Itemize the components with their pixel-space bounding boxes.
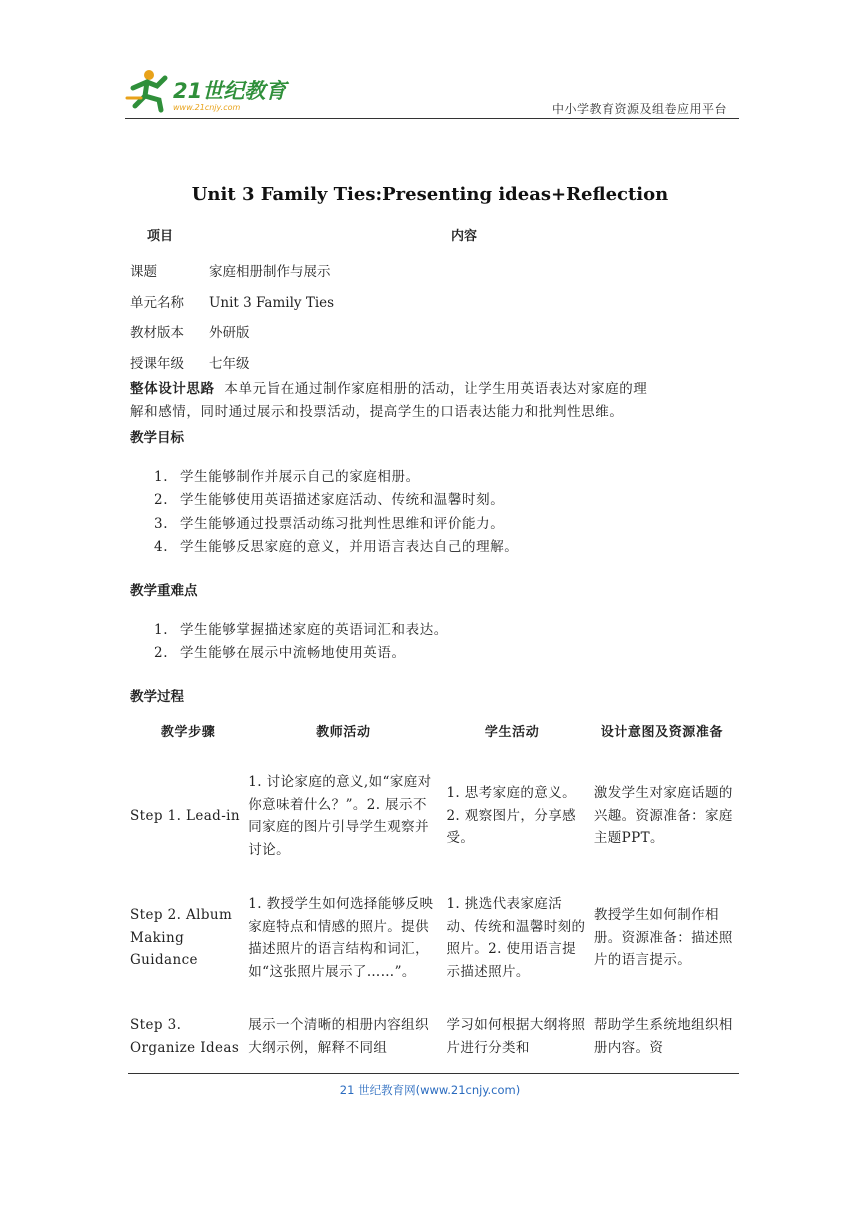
list-item: 2. 学生能够使用英语描述家庭活动、传统和温馨时刻。 bbox=[154, 492, 505, 509]
table-row bbox=[126, 1008, 738, 1060]
info-key: 授课年级 bbox=[130, 356, 184, 372]
purpose-cell: 教授学生如何制作相册。资源准备：描述照片的语言提示。 bbox=[593, 907, 733, 969]
design-label: 整体设计思路 bbox=[130, 381, 215, 397]
info-key: 课题 bbox=[130, 264, 157, 280]
purpose-cell: 激发学生对家庭话题的兴趣。资源准备：家庭主题PPT。 bbox=[593, 785, 733, 847]
info-key: 单元名称 bbox=[130, 295, 184, 311]
design-line-1: 本单元旨在通过制作家庭相册的活动，让学生用英语表达对家庭的理 bbox=[224, 381, 648, 397]
page-header bbox=[125, 68, 737, 118]
list-item: 2. 学生能够在展示中流畅地使用英语。 bbox=[154, 645, 406, 662]
goals-heading: 教学目标 bbox=[130, 430, 184, 446]
info-row-unit bbox=[130, 291, 334, 311]
step-cell: Step 3. Organize Ideas bbox=[130, 1017, 240, 1056]
table-row bbox=[126, 764, 738, 868]
header-content: 内容 bbox=[451, 229, 478, 244]
header-item: 项目 bbox=[147, 229, 174, 244]
student-cell: 1. 挑选代表家庭活动、传统和温馨时刻的照片。2. 使用语言提示描述照片。 bbox=[446, 896, 586, 980]
info-row-edition bbox=[130, 321, 250, 341]
step-cell: Step 2. Album Making Guidance bbox=[130, 907, 233, 969]
teacher-cell: 1. 讨论家庭的意义,如“家庭对你意味着什么？”。2. 展示不同家庭的图片引导学生观察并讨论。 bbox=[248, 774, 432, 858]
platform-name: 中小学教育资源及组卷应用平台 bbox=[551, 102, 727, 116]
keypoints-list bbox=[154, 619, 448, 666]
footer-link[interactable]: 21 世纪教育网(www.21cnjy.com) bbox=[339, 1083, 521, 1097]
svg-text:21世纪教育: 21世纪教育 bbox=[173, 79, 287, 103]
logo-21cnjy bbox=[125, 68, 295, 114]
goals-list bbox=[154, 466, 518, 559]
table-header-row bbox=[126, 702, 738, 764]
info-value: 家庭相册制作与展示 bbox=[209, 264, 331, 280]
list-item: 1. 学生能够制作并展示自己的家庭相册。 bbox=[154, 469, 420, 485]
info-key: 教材版本 bbox=[130, 325, 184, 341]
info-row-grade bbox=[130, 352, 250, 372]
info-value: 外研版 bbox=[209, 325, 250, 341]
step-cell: Step 1. Lead-in bbox=[130, 807, 240, 824]
column-header: 设计意图及资源准备 bbox=[600, 725, 724, 740]
svg-text:www.21cnjy.com: www.21cnjy.com bbox=[173, 103, 241, 112]
column-header: 教学步骤 bbox=[160, 725, 216, 740]
purpose-cell: 帮助学生系统地组织相册内容。资 bbox=[593, 1017, 733, 1056]
info-row-topic bbox=[130, 260, 331, 280]
student-cell: 学习如何根据大纲将照片进行分类和 bbox=[446, 1017, 586, 1056]
column-header: 教师活动 bbox=[316, 725, 371, 740]
design-line-2: 解和感情，同时通过展示和投票活动，提高学生的口语表达能力和批判性思维。 bbox=[130, 404, 624, 420]
process-heading: 教学过程 bbox=[130, 689, 184, 705]
table-row bbox=[126, 868, 738, 1008]
info-value: Unit 3 Family Ties bbox=[209, 295, 335, 311]
header-divider bbox=[125, 118, 739, 119]
teacher-cell: 1. 教授学生如何选择能够反映家庭特点和情感的照片。提供描述照片的语言结构和词汇，如“这张照片展示了……”。 bbox=[248, 896, 434, 980]
design-paragraph bbox=[130, 378, 730, 424]
list-item: 1. 学生能够掌握描述家庭的英语词汇和表达。 bbox=[154, 622, 448, 638]
page-title: Unit 3 Family Ties:Presenting ideas+Reflection bbox=[191, 184, 669, 205]
column-header: 学生活动 bbox=[484, 725, 540, 740]
keypoints-heading: 教学重难点 bbox=[130, 583, 198, 599]
student-cell: 1. 思考家庭的意义。2. 观察图片，分享感受。 bbox=[446, 785, 577, 847]
list-item: 4. 学生能够反思家庭的意义，并用语言表达自己的理解。 bbox=[154, 538, 519, 555]
list-item: 3. 学生能够通过投票活动练习批判性思维和评价能力。 bbox=[154, 515, 505, 532]
process-table bbox=[126, 702, 738, 1060]
info-value: 七年级 bbox=[209, 356, 250, 372]
teacher-cell: 展示一个清晰的相册内容组织大纲示例，解释不同组 bbox=[248, 1017, 429, 1056]
footer-divider bbox=[128, 1073, 739, 1074]
